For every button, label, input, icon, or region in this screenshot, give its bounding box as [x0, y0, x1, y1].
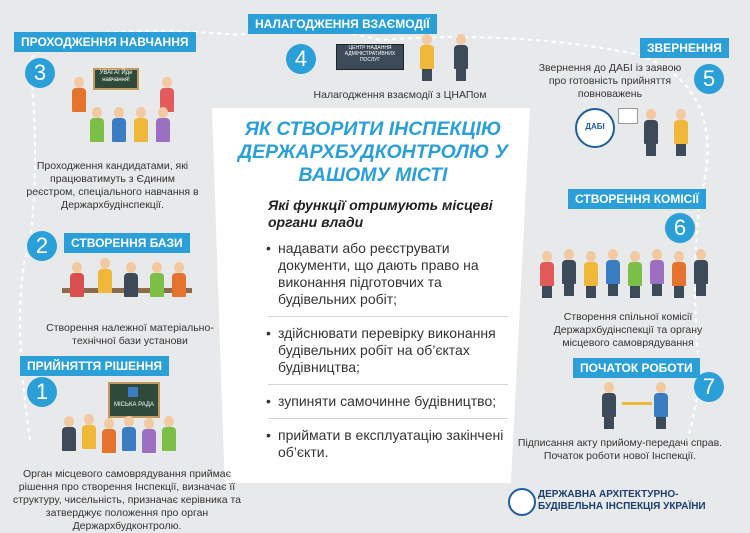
- step-6-label: СТВОРЕННЯ КОМІСІЇ: [568, 189, 706, 209]
- functions-subtitle: Які функції отримують місцеві органи влади: [268, 197, 493, 230]
- org-emblem-icon: [508, 488, 536, 516]
- function-item: • приймати в експлуатацію закінчені об’єкти.: [268, 427, 508, 469]
- step-5-caption: Звернення до ДАБІ із заявою про готовність прийняття повноважень: [538, 62, 682, 100]
- step-5-number: 5: [694, 64, 724, 94]
- city-council-text: МІСЬКА РАДА: [114, 402, 154, 408]
- function-item: • здійснювати перевірку виконання будівельних робіт на об’єктах будівництва;: [268, 325, 508, 385]
- step-3-label: ПРОХОДЖЕННЯ НАВЧАННЯ: [14, 32, 196, 52]
- step-2-number: 2: [27, 231, 57, 261]
- step-1-label: ПРИЙНЯТТЯ РІШЕННЯ: [20, 356, 169, 376]
- function-item: • надавати або реєструвати документи, що дають право на виконання підготовчих та будівельних робіт;: [268, 240, 508, 317]
- training-board: УВАГА! Йде навчання!: [93, 68, 139, 90]
- page-title: ЯК СТВОРИТИ ІНСПЕКЦІЮ ДЕРЖАРХБУДКОНТРОЛЮ У ВАШОМУ МІСТІ: [238, 118, 508, 186]
- appeal-illustration: [640, 105, 700, 175]
- step-5-label: ЗВЕРНЕННЯ: [640, 38, 729, 58]
- dabi-logo-text: ДАБІ: [585, 122, 605, 131]
- training-illustration: [70, 65, 190, 155]
- workplace-illustration: [62, 258, 192, 313]
- step-2-label: СТВОРЕННЯ БАЗИ: [64, 233, 190, 253]
- step-3-caption: Проходження кандидатами, які працюватимуть з Єдиним реєстром, спеціального навчання в Держархбудінспекції.: [26, 160, 199, 211]
- commission-illustration: [540, 245, 710, 305]
- function-item: • зупиняти самочинне будівництво;: [268, 393, 508, 419]
- cnap-illustration: [412, 30, 482, 85]
- step-7-number: 7: [694, 372, 724, 402]
- step-4-label: НАЛАГОДЖЕННЯ ВЗАЄМОДІЇ: [248, 14, 437, 34]
- step-4-caption: Налагодження взаємодії з ЦНАПом: [313, 89, 487, 101]
- step-7-caption: Підписання акту прийому-передачі справ. Початок роботи нової Інспекції.: [517, 437, 723, 462]
- step-2-caption: Створення належної матеріально-технічної бази установи: [46, 322, 214, 347]
- step-7-label: ПОЧАТОК РОБОТИ: [573, 358, 700, 378]
- handover-illustration: [598, 380, 678, 432]
- dabi-logo: [575, 108, 615, 148]
- org-name: ДЕРЖАВНА АРХІТЕКТУРНО-БУДІВЕЛЬНА ІНСПЕКЦІЯ УКРАЇНИ: [538, 489, 706, 512]
- step-6-caption: Створення спільної комісії Держархбудінспекції та органу місцевого самоврядування: [553, 311, 703, 349]
- step-1-caption: Орган місцевого самоврядування приймає рішення про створення Інспекції, визначає її структуру, чисельність, призначає керівника та затверджує положення про орган Держархбудконтролю.: [12, 468, 241, 532]
- step-1-number: 1: [27, 377, 57, 407]
- step-3-number: 3: [25, 58, 55, 88]
- document-icon: [618, 108, 638, 124]
- step-6-number: 6: [665, 213, 695, 243]
- cnap-sign: ЦЕНТР НАДАННЯ АДМІНІСТРАТИВНИХ ПОСЛУГ: [336, 44, 404, 70]
- council-illustration: [62, 400, 182, 462]
- step-4-number: 4: [286, 44, 316, 74]
- functions-list: [268, 240, 508, 477]
